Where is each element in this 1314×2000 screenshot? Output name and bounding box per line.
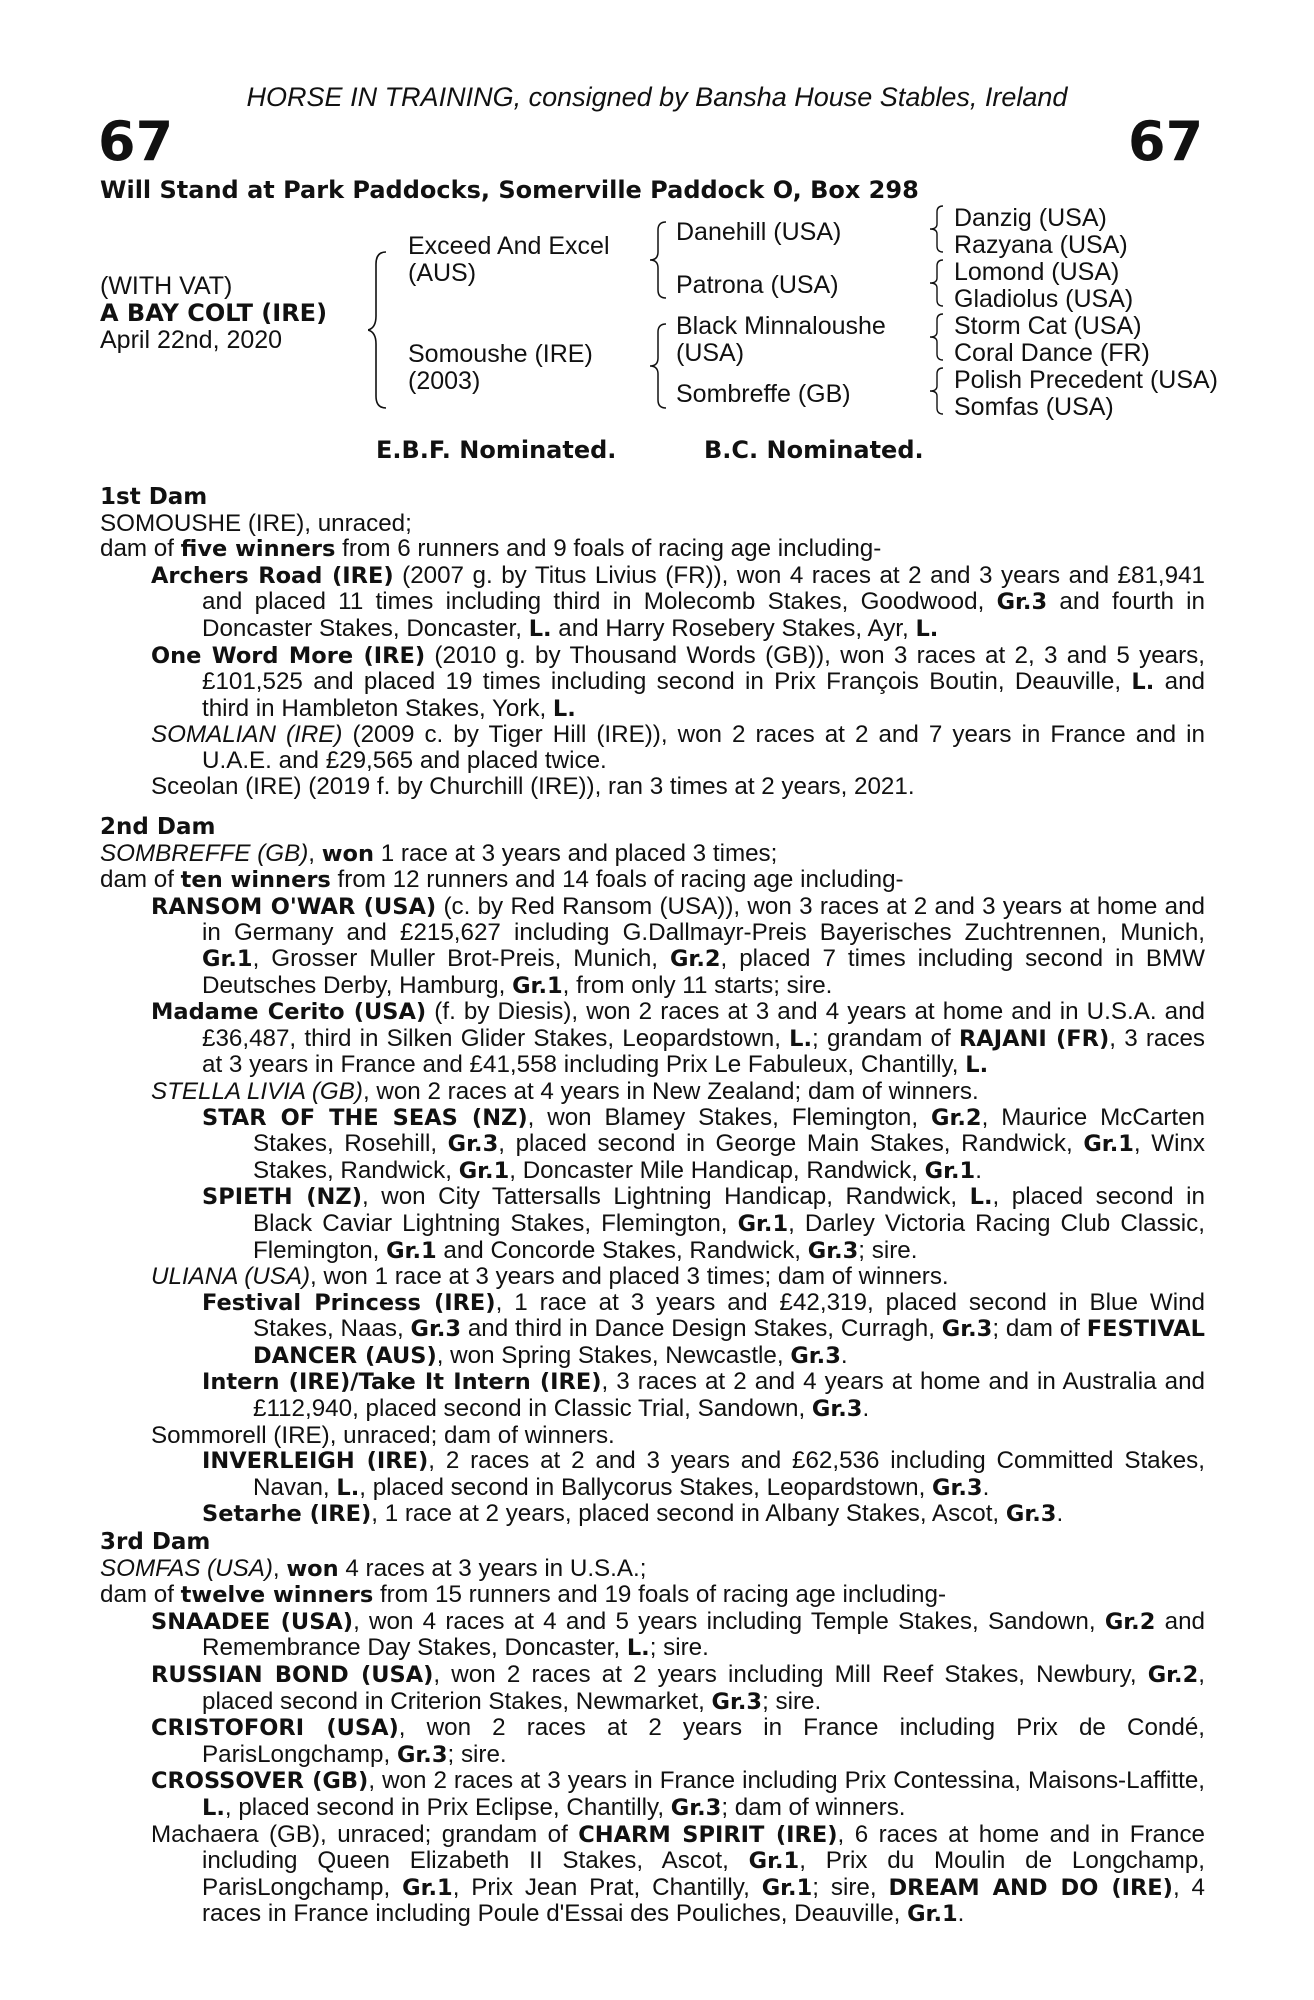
second-dam-heading: 2nd Dam xyxy=(100,814,216,840)
dam-sire-origin: (USA) xyxy=(676,339,745,367)
sire-sire: Danehill (USA) xyxy=(676,218,842,246)
brace-6 xyxy=(930,312,946,362)
produce-entry: STELLA LIVIA (GB), won 2 races at 4 years in New Zealand; dam of winners. xyxy=(151,1077,979,1105)
third-dam-section xyxy=(100,1530,1205,1928)
dam-dam: Sombreffe (GB) xyxy=(676,380,851,408)
produce-entry: RANSOM O'WAR (USA) (c. by Red Ransom (USA)), won 3 races at 2 and 3 years at home and in Germany and £215,627 including G.Dallmayr-Preis Bayerisches Zuchtrennen, Munich, Gr.1, Grosser Muller Brot-Preis, Munich, Gr.2, placed 7 times including second in BMW Deutsches Derby, Hamburg, Gr.1, from only 11 starts; sire. xyxy=(151,892,1205,999)
produce-entry: RUSSIAN BOND (USA), won 2 races at 2 years including Mill Reef Stakes, Newbury, Gr.2, placed second in Criterion Stakes, Newmarket, Gr.3; sire. xyxy=(151,1660,1205,1715)
ebf-nominated: E.B.F. Nominated. xyxy=(376,436,617,464)
produce-entry: Machaera (GB), unraced; grandam of CHARM SPIRIT (IRE), 6 races at home and in France including Queen Elizabeth II Stakes, Ascot, Gr.1, Prix du Moulin de Longchamp, ParisLongchamp, Gr.1, Prix Jean Prat, Chantilly, Gr.1; sire, DREAM AND DO (IRE), 4 races in France including Poule d'Essai des Pouliches, Deauville, Gr.1. xyxy=(151,1820,1206,1928)
foaling-date: April 22nd, 2020 xyxy=(100,326,283,354)
produce-subentry: SPIETH (NZ), won City Tattersalls Lightning Handicap, Randwick, L., placed second in Black Caviar Lightning Stakes, Flemington, Gr.1, Darley Victoria Racing Club Classic, Flemington, Gr.1 and Concorde Stakes, Randwick, Gr.3; sire. xyxy=(202,1183,1205,1264)
second-dam-produce: dam of ten winners from 12 runners and 14 foals of racing age including- xyxy=(100,866,904,894)
produce-entry: CRISTOFORI (USA), won 2 races at 2 years in France including Prix de Condé, ParisLongchamp, Gr.3; sire. xyxy=(151,1714,1206,1768)
ds-sire: Storm Cat (USA) xyxy=(954,312,1142,340)
sire-origin: (AUS) xyxy=(408,259,477,287)
produce-entry: Madame Cerito (USA) (f. by Diesis), won 2 races at 3 and 4 years at home and in U.S.A. and £36,487, third in Silken Glider Stakes, Leopardstown, L.; grandam of RAJANI (FR), 3 races at 3 years in France and £41,558 including Prix Le Fabuleux, Chantilly, L. xyxy=(151,998,1205,1079)
second-dam-section xyxy=(100,815,1205,1528)
produce-subentry: INVERLEIGH (IRE), 2 races at 2 and 3 years and £62,536 including Committed Stakes, Navan, L., placed second in Ballycorus Stakes, Leopardstown, Gr.3. xyxy=(202,1447,1205,1501)
produce-entry: Sceolan (IRE) (2019 f. by Churchill (IRE)), ran 3 times at 2 years, 2021. xyxy=(151,772,915,800)
ss-sire: Danzig (USA) xyxy=(954,204,1107,232)
produce-subentry: Setarhe (IRE), 1 race at 2 years, placed second in Albany Stakes, Ascot, Gr.3. xyxy=(202,1500,1064,1528)
page-header: HORSE IN TRAINING, consigned by Bansha House Stables, Ireland xyxy=(246,82,1068,112)
stand-location: Will Stand at Park Paddocks, Somerville Paddock O, Box 298 xyxy=(100,176,919,204)
horse-name: A BAY COLT (IRE) xyxy=(100,299,328,327)
lot-number-left: 67 xyxy=(98,110,174,173)
first-dam-intro: SOMOUSHE (IRE), unraced; xyxy=(100,509,412,537)
produce-entry: ULIANA (USA), won 1 race at 3 years and placed 3 times; dam of winners. xyxy=(151,1263,949,1291)
produce-entry: SNAADEE (USA), won 4 races at 4 and 5 years including Temple Stakes, Sandown, Gr.2 and Remembrance Day Stakes, Doncaster, L.; sire. xyxy=(151,1607,1205,1662)
second-dam-intro: SOMBREFFE (GB), won 1 race at 3 years and placed 3 times; xyxy=(100,839,778,867)
dam-year: (2003) xyxy=(408,367,481,395)
brace-5 xyxy=(930,258,946,308)
lot-number-right: 67 xyxy=(1128,110,1204,173)
third-dam-intro: SOMFAS (USA), won 4 races at 3 years in U.S.A.; xyxy=(100,1554,647,1582)
sd-sire: Lomond (USA) xyxy=(954,258,1120,286)
bc-nominated: B.C. Nominated. xyxy=(704,436,924,464)
produce-entry: SOMALIAN (IRE) (2009 c. by Tiger Hill (IRE)), won 2 races at 2 and 7 years in France and in U.A.E. and £29,565 and placed twice. xyxy=(151,721,1205,774)
ds-dam: Coral Dance (FR) xyxy=(954,339,1150,367)
first-dam-section xyxy=(100,485,1205,799)
first-dam-heading: 1st Dam xyxy=(100,484,208,510)
brace-1 xyxy=(368,250,392,410)
ss-dam: Razyana (USA) xyxy=(954,231,1128,259)
produce-entry: One Word More (IRE) (2010 g. by Thousand Words (GB)), won 3 races at 2, 3 and 5 years, £101,525 and placed 19 times including second in Prix François Boutin, Deauville, L. and third in Hambleton Stakes, York, L. xyxy=(151,641,1206,722)
dd-dam: Somfas (USA) xyxy=(954,393,1114,421)
sd-dam: Gladiolus (USA) xyxy=(954,285,1134,313)
vat-note: (WITH VAT) xyxy=(100,272,233,300)
dd-sire: Polish Precedent (USA) xyxy=(954,366,1219,394)
sire-dam: Patrona (USA) xyxy=(676,271,839,299)
produce-subentry: STAR OF THE SEAS (NZ), won Blamey Stakes, Flemington, Gr.2, Maurice McCarten Stakes, Rosehill, Gr.3, placed second in George Main Stakes, Randwick, Gr.1, Winx Stakes, Randwick, Gr.1, Doncaster Mile Handicap, Randwick, Gr.1. xyxy=(202,1103,1205,1184)
produce-subentry: Festival Princess (IRE), 1 race at 3 years and £42,319, placed second in Blue Wind Stakes, Naas, Gr.3 and third in Dance Design Stakes, Curragh, Gr.3; dam of FESTIVAL DANCER (AUS), won Spring Stakes, Newcastle, Gr.3. xyxy=(202,1288,1206,1369)
produce-subentry: Intern (IRE)/Take It Intern (IRE), 3 races at 2 and 4 years at home and in Australia and £112,940, placed second in Classic Trial, Sandown, Gr.3. xyxy=(202,1368,1205,1423)
brace-2 xyxy=(650,220,670,300)
brace-4 xyxy=(930,204,946,254)
third-dam-produce: dam of twelve winners from 15 runners and 19 foals of racing age including- xyxy=(100,1581,947,1609)
third-dam-heading: 3rd Dam xyxy=(100,1529,211,1555)
brace-7 xyxy=(930,366,946,416)
brace-3 xyxy=(650,322,670,410)
produce-entry: CROSSOVER (GB), won 2 races at 3 years in France including Prix Contessina, Maisons-Laffitte, L., placed second in Prix Eclipse, Chantilly, Gr.3; dam of winners. xyxy=(151,1767,1206,1821)
dam-sire: Black Minnaloushe xyxy=(676,312,886,340)
dam-name: Somoushe (IRE) xyxy=(408,340,593,368)
produce-entry: Sommorell (IRE), unraced; dam of winners. xyxy=(151,1421,615,1449)
sire-name: Exceed And Excel xyxy=(408,232,610,260)
produce-entry: Archers Road (IRE) (2007 g. by Titus Livius (FR)), won 4 races at 2 and 3 years and £81,941 and placed 11 times including third in Molecomb Stakes, Goodwood, Gr.3 and fourth in Doncaster Stakes, Doncaster, L. and Harry Rosebery Stakes, Ayr, L. xyxy=(151,561,1205,642)
first-dam-produce: dam of five winners from 6 runners and 9 foals of racing age including- xyxy=(100,535,882,563)
